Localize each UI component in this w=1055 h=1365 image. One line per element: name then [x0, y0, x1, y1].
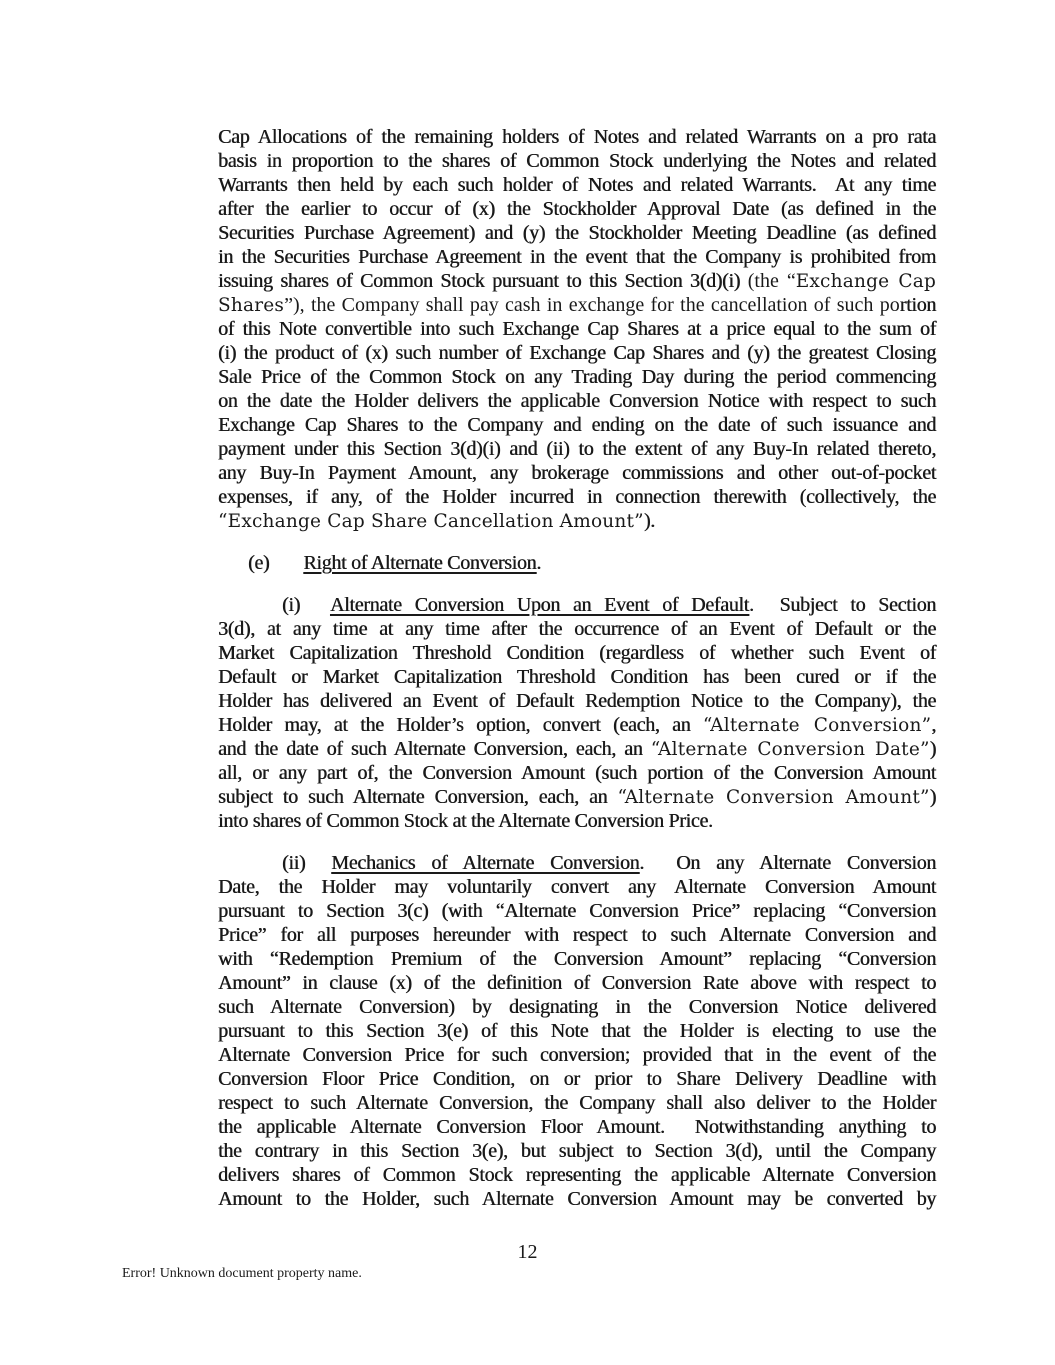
text-line [218, 551, 936, 575]
section-e-heading [218, 551, 936, 575]
text-line [218, 1067, 936, 1091]
text-run: expenses, if any, of the Holder incurred in connection therewith (collectively, the [218, 486, 936, 508]
text-run: ). [643, 510, 655, 532]
text-run: pursuant to Section 3(c) (with “Alternate Conversion Price” replacing “Conversion [218, 900, 936, 922]
text-line [218, 1019, 936, 1043]
section-heading-text: Mechanics of Alternate Conversion [331, 852, 640, 874]
text-run: (ii) [282, 852, 306, 874]
text-line [218, 341, 936, 365]
text-line [218, 245, 936, 269]
text-line [218, 1139, 936, 1163]
text-line [218, 737, 936, 761]
text-run: Exchange Cap Shares to the Company and ending on the date of such issuance and [218, 414, 936, 436]
text-run: ) [929, 738, 936, 760]
text-line [218, 1187, 936, 1211]
text-run: ”), the Company shall pay cash in exchange for the cancellation of such po [284, 294, 900, 316]
text-run: into shares of Common Stock at the Alternate Conversion Price. [218, 810, 713, 832]
text-line [218, 485, 936, 509]
text-run: payment under this Section 3(d)(i) and (ii) to the extent of any Buy-In related thereto, [218, 438, 936, 460]
text-line [218, 947, 936, 971]
text-line [218, 269, 936, 293]
defined-term: Shares [218, 295, 285, 316]
text-line [218, 149, 936, 173]
text-run: Date, the Holder may voluntarily convert any Alternate Conversion Amount [218, 876, 936, 898]
text-run: all, or any part of, the Conversion Amount (such portion of the Conversion Amount [218, 762, 936, 784]
text-run: of this Note convertible into such Exchange Cap Shares at a price equal to the sum of [218, 318, 936, 340]
text-line [218, 173, 936, 197]
footer-error-note: Error! Unknown document property name. [122, 1266, 362, 1281]
text-run: Price” for all purposes hereunder with respect to such Alternate Conversion and [218, 924, 936, 946]
text-run: Securities Purchase Agreement) and (y) the Stockholder Meeting Deadline (as defined [218, 222, 936, 244]
text-run: subject to such Alternate Conversion, each, an [218, 786, 618, 808]
text-line [218, 1115, 936, 1139]
text-run: Conversion Floor Price Condition, on or prior to Share Delivery Deadline with [218, 1068, 936, 1090]
text-run: the contrary in this Section 3(e), but subject to Section 3(d), until the Company [218, 1140, 936, 1162]
text-run: issuing shares of Common Stock pursuant to this Section 3(d)(i) [218, 270, 748, 292]
defined-term: Exchange Cap [795, 271, 936, 292]
text-run: delivers shares of Common Stock representing the applicable Alternate Conversion [218, 1164, 936, 1186]
text-run: , [931, 714, 936, 736]
text-run: such Alternate Conversion) by designating in the Conversion Notice delivered [218, 996, 936, 1018]
text-run: Default or Market Capitalization Threshold Condition has been cured or if the [218, 666, 936, 688]
text-line [218, 761, 936, 785]
text-run: basis in proportion to the shares of Common Stock underlying the Notes and related [218, 150, 936, 172]
text-line [218, 971, 936, 995]
tab-space [305, 868, 331, 869]
page-number: 12 [517, 1241, 538, 1263]
section-heading-text: Alternate Conversion Upon an Event of Default [329, 594, 749, 616]
text-line [218, 1043, 936, 1067]
text-line [218, 437, 936, 461]
text-line [218, 197, 936, 221]
text-run: Holder may, at the Holder’s option, convert (each, an [218, 714, 703, 736]
text-line [218, 221, 936, 245]
text-column [218, 125, 936, 1211]
text-run: Warrants then held by each such holder of Notes and related Warrants. At any time [218, 174, 936, 196]
first-line-indent [218, 568, 248, 569]
text-run: pursuant to this Section 3(e) of this Note that the Holder is electing to use the [218, 1020, 936, 1042]
text-run: (i) [282, 594, 300, 616]
exchange-cap-paragraph [218, 125, 936, 533]
first-line-indent [218, 868, 282, 869]
text-run: rtion [899, 294, 936, 316]
text-line [218, 293, 936, 317]
text-run: Cap Allocations of the remaining holders of Notes and related Warrants on a pro rata [218, 126, 936, 148]
text-run: . Subject to Section [748, 594, 936, 616]
text-line [218, 509, 936, 533]
text-line [218, 665, 936, 689]
text-line [218, 641, 936, 665]
text-run: . On any Alternate Conversion [639, 852, 936, 874]
text-line [218, 125, 936, 149]
text-run: with “Redemption Premium of the Conversion Amount” replacing “Conversion [218, 948, 936, 970]
text-line [218, 713, 936, 737]
text-line [218, 689, 936, 713]
text-run: ) [929, 786, 937, 808]
text-line [218, 413, 936, 437]
text-run: Amount” in clause (x) of the definition of Conversion Rate above with respect to [218, 972, 936, 994]
text-line [218, 365, 936, 389]
text-run: Holder has delivered an Event of Default Redemption Notice to the Company), the [218, 690, 936, 712]
text-line [218, 593, 936, 617]
text-line [218, 1091, 936, 1115]
text-run: after the earlier to occur of (x) the Stockholder Approval Date (as defined in the [218, 198, 936, 220]
text-run: 3(d), at any time at any time after the occurrence of an Event of Default or the [218, 618, 936, 640]
text-line [218, 923, 936, 947]
text-run: (e) [248, 552, 270, 574]
text-line [218, 1163, 936, 1187]
text-line [218, 617, 936, 641]
text-run: (i) the product of (x) such number of Exchange Cap Shares and (y) the greatest Closing [218, 342, 936, 364]
first-line-indent [218, 610, 282, 611]
text-run: on the date the Holder delivers the applicable Conversion Notice with respect to such [218, 390, 936, 412]
text-run: Market Capitalization Threshold Condition (regardless of whether such Event of [218, 642, 936, 664]
text-line [218, 389, 936, 413]
text-run: and the date of such Alternate Conversion, each, an [218, 738, 651, 760]
tab-space [300, 610, 330, 611]
text-line [218, 317, 936, 341]
text-line [218, 851, 936, 875]
defined-term: “Exchange Cap Share Cancellation Amount” [218, 511, 644, 532]
section-heading-text: Right of Alternate Conversion [303, 552, 537, 574]
text-run: respect to such Alternate Conversion, the Company shall also deliver to the Holder [218, 1092, 936, 1114]
text-run: (the “ [747, 270, 796, 292]
text-line [218, 461, 936, 485]
text-run: any Buy-In Payment Amount, any brokerage commissions and other out-of-pocket [218, 462, 936, 484]
text-line [218, 995, 936, 1019]
section-e-i-paragraph [218, 593, 936, 833]
text-run: in the Securities Purchase Agreement in the event that the Company is prohibited from [218, 246, 936, 268]
defined-term: “Alternate Conversion” [702, 715, 932, 736]
tab-space [269, 568, 303, 569]
text-run: Alternate Conversion Price for such conversion; provided that in the event of the [218, 1044, 936, 1066]
text-run: Amount to the Holder, such Alternate Conversion Amount may be converted by [218, 1188, 936, 1210]
section-e-ii-paragraph [218, 851, 936, 1211]
defined-term: “Alternate Conversion Date” [650, 739, 930, 760]
defined-term: “Alternate Conversion Amount” [617, 787, 930, 808]
text-run: . [536, 552, 541, 574]
text-line [218, 899, 936, 923]
text-line [218, 809, 936, 833]
text-line [218, 875, 936, 899]
text-run: the applicable Alternate Conversion Floor Amount. Notwithstanding anything to [218, 1116, 936, 1138]
text-run: Sale Price of the Common Stock on any Trading Day during the period commencing [218, 366, 936, 388]
text-line [218, 785, 936, 809]
